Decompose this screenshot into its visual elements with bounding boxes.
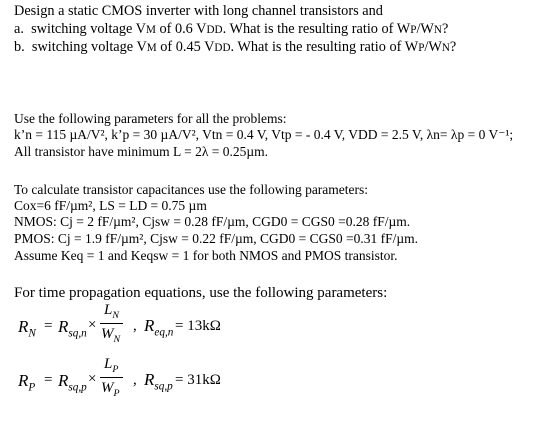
eq1-equals: = <box>44 318 53 334</box>
eq1-num <box>104 302 119 319</box>
eq1-r-sym: R <box>144 316 155 335</box>
eq1-r <box>144 316 174 339</box>
eq2-lhs-sym: R <box>18 371 29 390</box>
eq2-rsq-sub: sq,p <box>68 381 87 394</box>
part-a-text: switching voltage V <box>31 21 146 37</box>
part-b-text: ? <box>449 39 457 55</box>
part-a-text: ? <box>441 21 449 37</box>
eq1-r-sub: eq,n <box>154 326 174 339</box>
params-line2: All transistor have minimum L = 2λ = 0.25µm. <box>14 144 269 159</box>
params-line1: k’n = 115 µA/V², k’p = 30 µA/V², Vtn = 0.4 V, Vtp = - 0.4 V, VDD = 2.5 V, λn= λp = 0 V⁻¹; <box>14 127 514 142</box>
eq1-num-sym: L <box>104 302 113 318</box>
part-a-text: /W <box>416 21 434 37</box>
part-a-text: of 0.6 V <box>155 21 207 37</box>
eq1-lhs <box>18 317 36 340</box>
part-a-text: . What is the resulting ratio of W <box>222 21 411 37</box>
part-a-sc: P <box>410 24 417 36</box>
eq1-den-sym: W <box>101 326 114 342</box>
part-a-marker: a. <box>14 21 24 37</box>
part-b <box>14 40 456 54</box>
part-b-sc: N <box>441 42 450 54</box>
eq1-comma: , <box>133 318 137 334</box>
eq1-lhs-sub: N <box>28 327 36 340</box>
part-b-sc: M <box>146 42 157 54</box>
part-a <box>14 22 448 36</box>
part-a-sc: N <box>433 24 442 36</box>
problem-title: Design a static CMOS inverter with long channel transistors and <box>14 3 383 19</box>
cap-assume: Assume Keq = 1 and Keqsw = 1 for both NMOS and PMOS transistor. <box>14 248 398 263</box>
cap-intro: To calculate transistor capacitances use the following parameters: <box>14 182 369 197</box>
eq1-den <box>101 326 120 343</box>
part-a-sc: M <box>145 24 156 36</box>
eq1-lhs-sym: R <box>18 317 29 336</box>
eq2-r-sym: R <box>144 370 155 389</box>
eq1-rsq <box>58 317 87 340</box>
part-b-sc: P <box>418 42 425 54</box>
eq1-times: × <box>88 317 97 333</box>
eq1-den-sub: N <box>113 334 121 345</box>
part-b-marker: b. <box>14 39 25 55</box>
eq1-rsq-sym: R <box>58 317 69 336</box>
eq2-fraction-bar <box>100 377 123 378</box>
eq2-r-sub: sq,p <box>154 380 173 393</box>
params-intro: Use the following parameters for all the problems: <box>14 111 287 126</box>
eq1-fraction-bar <box>100 323 123 324</box>
eq2-num-sym: L <box>104 356 113 372</box>
eq2-num <box>104 356 118 373</box>
eq2-r <box>144 370 173 393</box>
eq2-rsq <box>58 371 87 394</box>
eq1-value: = 13kΩ <box>175 318 221 334</box>
eq2-num-sub: P <box>112 364 119 375</box>
part-a-sc: DD <box>206 24 223 36</box>
eq2-equals: = <box>44 372 53 388</box>
eq2-den <box>101 380 120 397</box>
eq1-num-sub: N <box>112 310 119 321</box>
eq2-value: = 31kΩ <box>175 372 221 388</box>
eq2-rsq-sym: R <box>58 371 69 390</box>
part-b-text: switching voltage V <box>31 39 147 55</box>
part-b-text: of 0.45 V <box>156 39 215 55</box>
eq2-den-sub: P <box>113 388 120 399</box>
eq2-times: × <box>88 371 97 387</box>
cap-pmos: PMOS: Cj = 1.9 fF/µm², Cjsw = 0.22 fF/µm, CGD0 = CGS0 =0.31 fF/µm. <box>14 231 419 246</box>
eq2-den-sym: W <box>101 380 114 396</box>
eq1-rsq-sub: sq,n <box>68 327 87 340</box>
tp-intro: For time propagation equations, use the following parameters: <box>14 285 388 301</box>
eq2-lhs-sub: P <box>28 381 36 394</box>
eq2-comma: , <box>133 372 137 388</box>
cap-line1: Cox=6 fF/µm², LS = LD = 0.75 µm <box>14 198 207 213</box>
eq2-lhs <box>18 371 36 394</box>
part-b-sc: DD <box>214 42 231 54</box>
cap-nmos: NMOS: Cj = 2 fF/µm², Cjsw = 0.28 fF/µm, CGD0 = CGS0 =0.28 fF/µm. <box>14 214 411 229</box>
part-b-text: . What is the resulting ratio of W <box>230 39 419 55</box>
part-b-text: /W <box>424 39 442 55</box>
